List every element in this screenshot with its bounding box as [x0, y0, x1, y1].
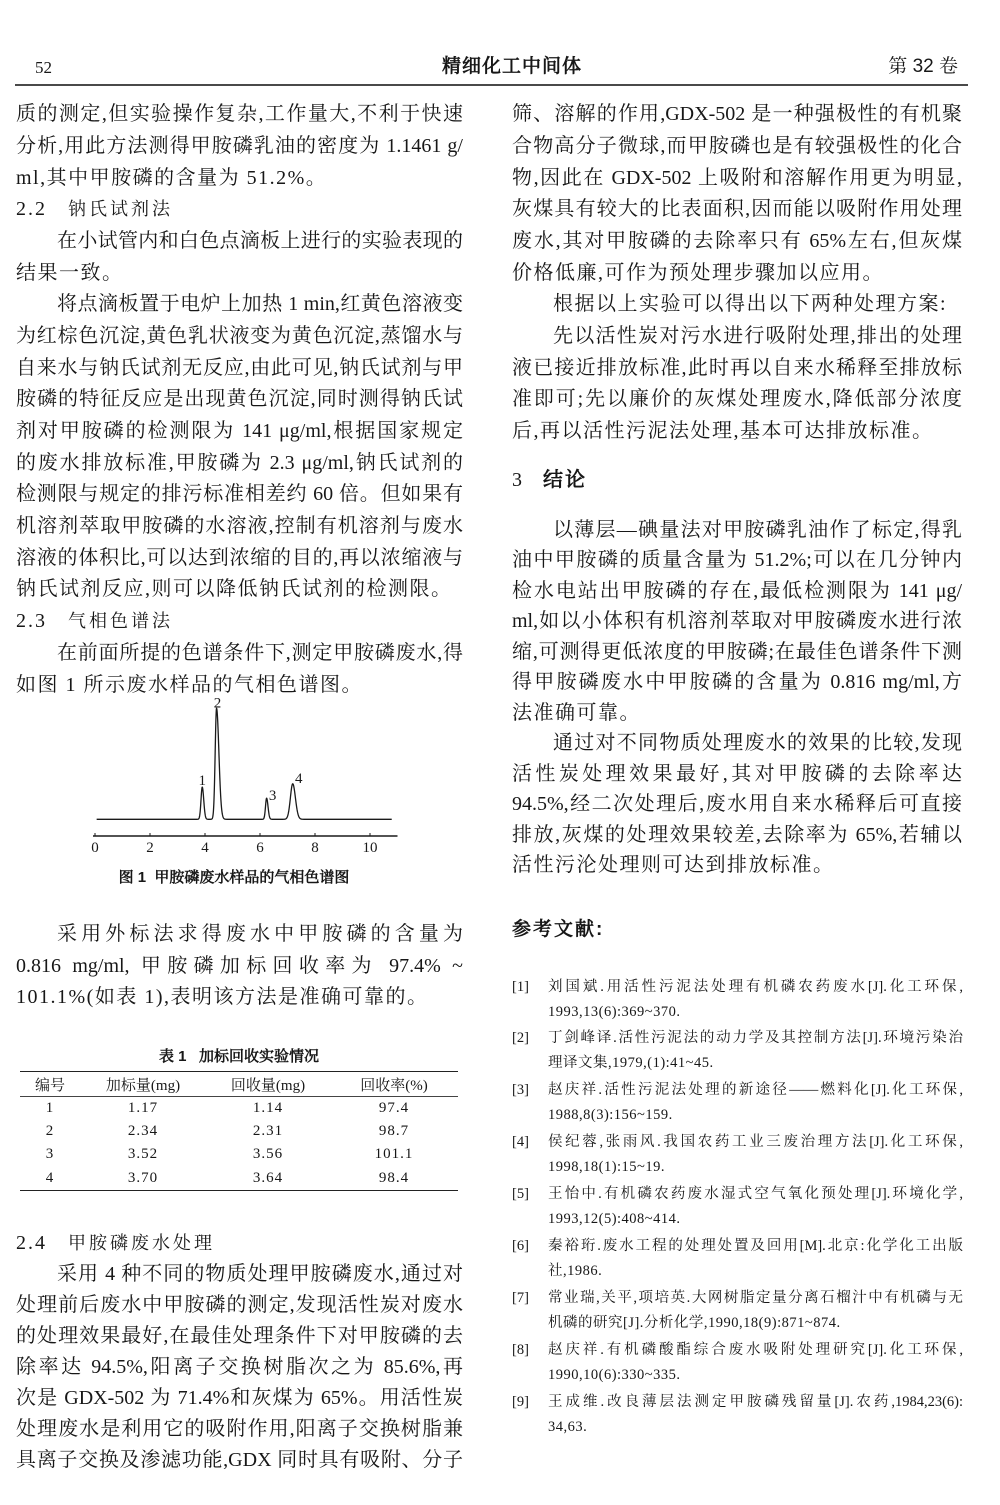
- text-line: ml,其中甲胺磷的含量为 51.2%。: [16, 166, 328, 189]
- section-heading-2-2: [16, 194, 463, 226]
- reference-item: [512, 1130, 963, 1180]
- text-line: 准即可;先以廉价的灰煤处理废水,降低部分浓度: [512, 388, 962, 411]
- section-title: 结论: [543, 469, 587, 491]
- table-cell: 2: [45, 1123, 55, 1140]
- reference-text: 1988,8(3):156~159.: [548, 1107, 673, 1124]
- text-line: ml,如以小体积有机溶剂萃取对甲胺磷废水进行浓: [512, 610, 962, 633]
- text-line: 油中甲胺磷的质量含量为 51.2%;可以在几分钟内: [512, 549, 962, 572]
- reference-number: [8]: [512, 1341, 529, 1358]
- text-line: 具离子交换及渗滤功能,GDX 同时具有吸附、分子: [16, 1448, 463, 1471]
- text-line: 废水,其对甲胺磷的去除率只有 65%左右,但灰煤: [512, 229, 962, 252]
- text-line: 次是 GDX-502 为 71.4%和灰煤为 65%。用活性炭: [16, 1386, 463, 1409]
- text-line: 的废水排放标准,甲胺磷为 2.3 μg/ml,钠氏试剂的: [16, 451, 463, 474]
- reference-number: [9]: [512, 1393, 529, 1410]
- journal-title: 精细化工中间体: [441, 56, 582, 77]
- reference-item: [512, 975, 963, 1025]
- x-tick-label: 2: [146, 840, 154, 856]
- left-column-bottom: [16, 1228, 463, 1476]
- column-header: 加标量(mg): [80, 1072, 206, 1097]
- text-line: 根据以上实验可以得出以下两种处理方案:: [553, 293, 948, 316]
- reference-text: 理译文集,1979,(1):41~45.: [548, 1055, 714, 1072]
- chromatogram-figure: [80, 690, 410, 862]
- table-cell: 3: [45, 1146, 55, 1163]
- text-line: 质的测定,但实验操作复杂,工作量大,不利于快速: [16, 103, 463, 126]
- reference-text: 1993,12(5):408~414.: [548, 1211, 681, 1228]
- text-line: 通过对不同物质处理废水的效果的比较,发现: [553, 732, 962, 755]
- reference-number: [3]: [512, 1082, 529, 1099]
- peak-label: 1: [198, 773, 206, 790]
- column-header: 回收率(%): [330, 1072, 458, 1097]
- text-line: 溶液的体积比,可以达到浓缩的目的,再以浓缩液与: [16, 546, 463, 569]
- section-heading-3: [512, 468, 587, 492]
- table-row: [20, 1143, 458, 1166]
- reference-text: 常业瑞,关平,项培英.大网树脂定量分离石榴汁中有机磷与无: [548, 1289, 963, 1306]
- x-tick-label: 0: [91, 840, 99, 856]
- reference-number: [6]: [512, 1238, 529, 1254]
- text-line: 物,因此在 GDX-502 上吸附和溶解作用更为明显,: [512, 166, 962, 189]
- section-title: 气相色谱法: [68, 611, 173, 632]
- reference-text: 1998,18(1):15~19.: [548, 1159, 666, 1176]
- column-header: 编号: [20, 1072, 80, 1097]
- peak-label: 2: [213, 695, 222, 712]
- text-line: 以薄层—碘量法对甲胺磷乳油作了标定,得乳: [553, 518, 962, 541]
- text-line: 采用 4 种不同的物质处理甲胺磷废水,通过对: [57, 1262, 463, 1285]
- reference-text: 1993,13(6):369~370.: [548, 1003, 681, 1020]
- text-line: 剂对甲胺磷的检测限为 141 μg/ml,根据国家规定: [16, 420, 463, 443]
- table-cell: 2.31: [252, 1123, 284, 1140]
- text-line: 先以活性炭对污水进行吸附处理,排出的处理: [553, 324, 962, 347]
- table-cell: 3.70: [80, 1167, 206, 1191]
- table-title: 表 1 加标回收实验情况: [158, 1048, 319, 1065]
- table-row: [20, 1167, 458, 1191]
- text-line: 活性炭处理效果最好,其对甲胺磷的去除率达: [512, 762, 962, 785]
- reference-text: 机磷的研究[J].分析化学,1990,18(9):871~874.: [548, 1314, 841, 1331]
- left-column-top: [16, 99, 463, 701]
- table-cell: 3.56: [252, 1146, 284, 1163]
- reference-item: [512, 1338, 963, 1388]
- peak-label: 4: [294, 770, 303, 787]
- section-heading-2-3: [16, 606, 463, 638]
- text-line: 排放,灰煤的处理效果较差,去除率为 65%,若辅以: [512, 823, 962, 846]
- section-number: 2.4: [16, 1231, 47, 1254]
- text-line: 灰煤具有较大的比表面积,因而能以吸附作用处理: [512, 198, 962, 221]
- chromatogram-trace: [97, 708, 392, 819]
- reference-item: [512, 1286, 963, 1336]
- section-number: 3: [512, 469, 524, 491]
- reference-item: [512, 1390, 963, 1440]
- text-line: 机溶剂萃取甲胺磷的水溶液,控制有机溶剂与废水: [16, 515, 463, 538]
- text-line: 检水电站出甲胺磷的存在,最低检测限为 141 μg/: [512, 579, 962, 602]
- text-line: 如图 1 所示废水样品的气相色谱图。: [16, 673, 363, 696]
- reference-text: 赵庆祥.有机磷酸酯综合废水吸附处理研究[J].化工环保,: [548, 1341, 963, 1358]
- volume-label: 第 32 卷: [888, 56, 958, 77]
- text-line: 94.5%,经二次处理后,废水用自来水稀释后可直接: [512, 793, 962, 816]
- peak-label: 3: [268, 788, 277, 805]
- reference-text: 侯纪蓉,张雨风.我国农药工业三废治理方法[J].化工环保,: [548, 1134, 963, 1151]
- right-column-top: [512, 99, 962, 448]
- text-line: 在小试管内和白色点滴板上进行的实验表现的: [57, 229, 463, 252]
- text-line: 缩,可测得更低浓度的甲胺磷;在最佳色谱条件下测: [512, 640, 962, 663]
- text-line: 101.1%(如表 1),表明该方法是准确可靠的。: [16, 986, 429, 1009]
- header-divider: [15, 84, 968, 86]
- section-title: 甲胺磷废水处理: [68, 1232, 215, 1253]
- text-line: 分析,用此方法测得甲胺磷乳油的密度为 1.1461 g/: [16, 134, 463, 157]
- table-cell: 97.4: [378, 1100, 410, 1117]
- reference-text: 秦裕珩.废水工程的处理处置及回用[M].北京:化学化工出版: [548, 1238, 963, 1254]
- text-line: 除率达 94.5%,阳离子交换树脂次之为 85.6%,再: [16, 1355, 463, 1378]
- reference-item: [512, 1182, 963, 1232]
- reference-item: [512, 1026, 963, 1076]
- reference-text: 王怡中.有机磷农药废水湿式空气氧化预处理[J].环境化学,: [548, 1186, 963, 1203]
- x-tick-label: 4: [201, 840, 209, 856]
- table-row: [20, 1097, 458, 1121]
- column-header: 回收量(mg): [206, 1072, 330, 1097]
- table-cell: 1: [45, 1100, 55, 1117]
- reference-number: [7]: [512, 1289, 529, 1306]
- text-line: 后,再以活性污泥法处理,基本可达排放标准。: [512, 420, 934, 443]
- section-number: 2.3: [16, 610, 47, 633]
- reference-item: [512, 1234, 963, 1284]
- reference-text: 丁剑峰译.活性污泥法的动力学及其控制方法[J].环境污染治: [548, 1030, 963, 1047]
- reference-text: 赵庆祥.活性污泥法处理的新途径——燃料化[J].化工环保,: [548, 1082, 963, 1099]
- text-line: 活性污沦处理则可达到排放标准。: [512, 854, 835, 877]
- reference-text: 1990,10(6):330~335.: [548, 1366, 681, 1383]
- text-line: 价格低廉,可作为预处理步骤加以应用。: [512, 261, 884, 284]
- reference-text: 刘国斌.用活性污泥法处理有机磷农药废水[J].化工环保,: [548, 978, 963, 995]
- reference-number: [4]: [512, 1134, 529, 1151]
- reference-number: [1]: [512, 978, 529, 995]
- table-cell: 1.14: [252, 1100, 284, 1117]
- section-number: 2.2: [16, 198, 47, 221]
- references-heading: 参考文献:: [512, 919, 605, 940]
- text-line: 自来水与钠氏试剂无反应,由此可见,钠氏试剂与甲: [16, 356, 463, 379]
- table-cell: 4: [20, 1167, 80, 1191]
- section-title: 钠氏试剂法: [68, 199, 173, 220]
- text-line: 检测限与规定的排污标准相差约 60 倍。但如果有: [16, 483, 463, 506]
- text-line: 钠氏试剂反应,则可以降低钠氏试剂的检测限。: [16, 578, 453, 601]
- reference-number: [2]: [512, 1030, 529, 1047]
- section-heading-2-4: [16, 1228, 463, 1259]
- table-cell: 3.52: [127, 1146, 159, 1163]
- x-tick-label: 10: [362, 840, 378, 856]
- reference-text: 王成维.改良薄层法测定甲胺磷残留量[J].农药,1984,23(6):: [548, 1393, 963, 1410]
- text-line: 法准确可靠。: [512, 701, 641, 724]
- recovery-table: [20, 1071, 458, 1191]
- text-line: 的处理效果最好,在最佳处理条件下对甲胺磷的去: [16, 1324, 463, 1347]
- text-line: 在前面所提的色谱条件下,测定甲胺磷废水,得: [57, 641, 463, 664]
- text-line: 处理前后废水中甲胺磷的测定,发现活性炭对废水: [16, 1293, 463, 1316]
- figure-caption: 图 1 甲胺磷废水样品的气相色谱图: [118, 869, 350, 886]
- table-header-row: [20, 1072, 458, 1097]
- text-line: 合物高分子微球,而甲胺磷也是有较强极性的化合: [512, 134, 962, 157]
- table-cell: 98.7: [378, 1123, 410, 1140]
- text-line: 采用外标法求得废水中甲胺磷的含量为: [57, 923, 463, 946]
- reference-text: 34,63.: [548, 1418, 588, 1435]
- table-cell: 1.17: [127, 1100, 159, 1117]
- table-cell: 101.1: [374, 1146, 414, 1163]
- table-row: [20, 1120, 458, 1143]
- reference-text: 社,1986.: [548, 1263, 603, 1279]
- reference-item: [512, 1078, 963, 1128]
- reference-number: [5]: [512, 1186, 529, 1203]
- x-tick-label: 8: [311, 840, 319, 856]
- text-line: 得甲胺磷废水中甲胺磷的含量为 0.816 mg/ml,方: [512, 671, 962, 694]
- table-cell: 2.34: [127, 1123, 159, 1140]
- text-line: 筛、溶解的作用,GDX-502 是一种强极性的有机聚: [512, 103, 962, 126]
- text-line: 0.816 mg/ml, 甲胺磷加标回收率为 97.4% ~: [16, 954, 463, 977]
- text-line: 将点滴板置于电炉上加热 1 min,红黄色溶液变: [57, 293, 463, 316]
- text-line: 胺磷的特征反应是出现黄色沉淀,同时测得钠氏试: [16, 388, 463, 411]
- text-line: 为红棕色沉淀,黄色乳状液变为黄色沉淀,蒸馏水与: [16, 324, 463, 347]
- left-column-paragraph-recovery: [16, 919, 463, 1014]
- x-tick-label: 6: [256, 840, 264, 856]
- table-cell: 98.4: [330, 1167, 458, 1191]
- text-line: 液已接近排放标准,此时再以自来水稀释至排放标: [512, 356, 962, 379]
- text-line: 处理废水是利用它的吸附作用,阳离子交换树脂兼: [16, 1417, 463, 1440]
- table-cell: 3.64: [206, 1167, 330, 1191]
- right-column-conclusions: [512, 515, 962, 881]
- text-line: 结果一致。: [16, 261, 124, 284]
- page-number: 52: [35, 58, 52, 77]
